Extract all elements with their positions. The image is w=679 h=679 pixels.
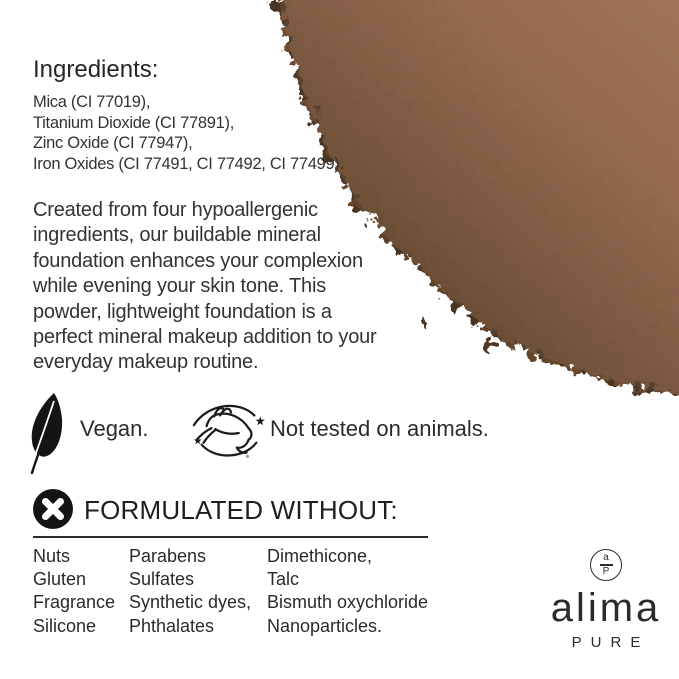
description-line: perfect mineral makeup addition to your [33, 326, 377, 349]
formulated-without-columns [33, 545, 447, 638]
not-tested-label: Not tested on animals. [270, 416, 489, 441]
ingredient-line: Iron Oxides (CI 77491, CI 77492, CI 77499). [33, 154, 344, 173]
brand-tagline: PURE [571, 634, 650, 651]
fw-item: Nanoparticles. [267, 615, 383, 636]
divider-line [33, 536, 428, 538]
fw-item: Bismuth oxychloride [267, 592, 429, 613]
fw-item: Phthalates [129, 615, 215, 636]
fw-item: Silicone [33, 615, 97, 636]
formulated-without-heading: FORMULATED WITHOUT: [84, 495, 398, 525]
brand-monogram-icon [590, 549, 622, 581]
leaping-bunny-icon [188, 399, 270, 470]
fw-item: Sulfates [129, 569, 195, 590]
monogram-top-letter: a [603, 552, 609, 564]
monogram-bottom-letter: P [602, 565, 610, 577]
ingredient-line: Mica (CI 77019), [33, 93, 151, 111]
fw-item: Gluten [33, 569, 87, 590]
fw-item: Fragrance [33, 592, 116, 613]
ingredients-list [33, 92, 344, 174]
fw-item: Dimethicone, [267, 546, 373, 566]
description-line: while evening your skin tone. This [33, 275, 326, 298]
product-description [33, 198, 377, 376]
brand-name: alima [550, 586, 662, 630]
x-circle-icon [32, 488, 74, 535]
description-line: Created from four hypoallergenic [33, 199, 318, 221]
fw-item: Parabens [129, 546, 207, 566]
description-line: foundation enhances your complexion [33, 249, 363, 272]
fw-item: Talc [267, 569, 300, 590]
ingredient-line: Titanium Dioxide (CI 77891), [33, 113, 234, 132]
fw-item: Synthetic dyes, [129, 592, 252, 613]
description-line: everyday makeup routine. [33, 351, 259, 374]
brand-logo [540, 549, 672, 650]
ingredients-heading: Ingredients: [33, 56, 159, 83]
leaf-icon [27, 392, 67, 479]
fw-column-3 [267, 545, 447, 638]
ingredient-line: Zinc Oxide (CI 77947), [33, 134, 193, 152]
fw-column-2 [129, 545, 267, 638]
fw-item: Nuts [33, 546, 71, 566]
vegan-label: Vegan. [80, 416, 149, 441]
fw-column-1 [33, 545, 129, 638]
description-line: powder, lightweight foundation is a [33, 300, 332, 323]
description-line: ingredients, our buildable mineral [33, 224, 321, 247]
